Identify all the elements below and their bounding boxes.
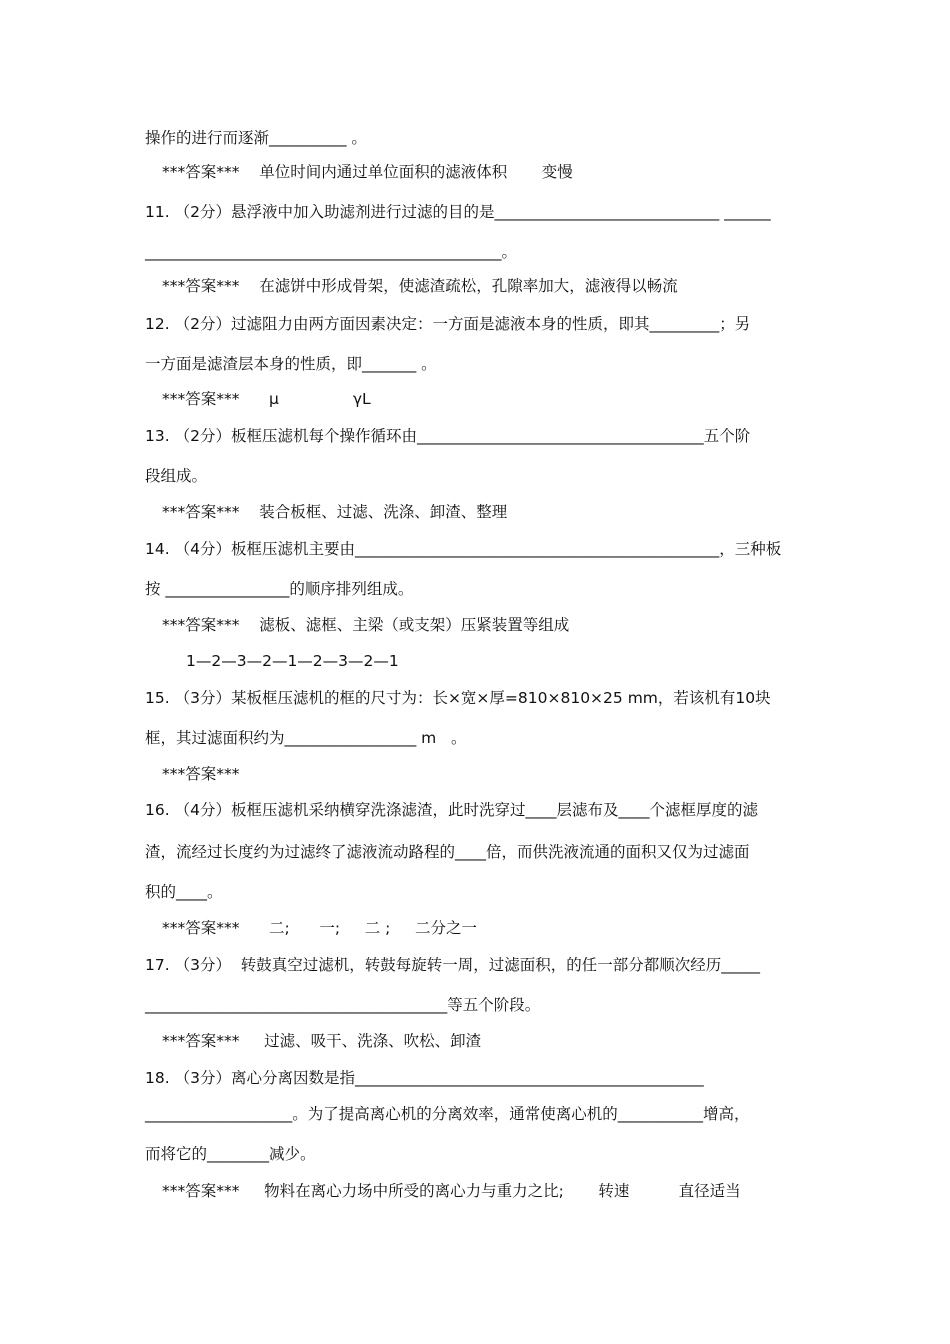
question-14: 14. （4分）板框压滤机主要由_______________________________________________，三种板 [145, 540, 782, 558]
question-16-continuation: 渣，流经过长度约为过滤终了滤液流动路程的____倍，而供洗液流通的面积又仅为过滤面 [145, 843, 750, 861]
question-18-end: 而将它的________减少。 [145, 1145, 316, 1163]
question-16-end: 积的____。 [145, 883, 223, 901]
question-13-continuation: 段组成。 [145, 467, 208, 485]
question-15: 15. （3分）某板框压滤机的框的尺寸为：长×宽×厚=810×810×25 mm，若该机有10块 [145, 689, 771, 707]
question-11: 11. （2分）悬浮液中加入助滤剂进行过滤的目的是_____________________________ ______ [145, 203, 771, 221]
answer-14-sequence: 1—2—3—2—1—2—3—2—1 [186, 652, 399, 670]
question-12-continuation: 一方面是滤渣层本身的性质，即_______ 。 [145, 355, 437, 373]
question-11-continuation: ______________________________________________。 [145, 243, 518, 261]
question-16: 16. （4分）板框压滤机采纳横穿洗涤滤渣，此时洗穿过____层滤布及____个滤框厚度的滤 [145, 801, 758, 819]
answer-11: ***答案*** 在滤饼中形成骨架，使滤渣疏松，孔隙率加大，滤液得以畅流 [162, 277, 678, 295]
question-14-continuation: 按 ________________的顺序排列组成。 [145, 580, 414, 598]
answer-14: ***答案*** 滤板、滤框、主梁（或支架）压紧装置等组成 [162, 616, 570, 634]
question-10-continuation: 操作的进行而逐渐__________ 。 [145, 129, 367, 147]
question-15-continuation: 框，其过滤面积约为_________________ m 。 [145, 729, 467, 747]
answer-18: ***答案*** 物料在离心力场中所受的离心力与重力之比; 转速 直径适当 [162, 1182, 741, 1200]
question-17-continuation: _______________________________________等五个阶段。 [145, 996, 541, 1014]
answer-10: ***答案*** 单位时间内通过单位面积的滤液体积 变慢 [162, 163, 573, 181]
question-18-continuation: ___________________。为了提高离心机的分离效率，通常使离心机的___________增高， [145, 1105, 750, 1123]
question-12: 12. （2分）过滤阻力由两方面因素决定：一方面是滤液本身的性质，即其_________；另 [145, 315, 751, 333]
answer-16: ***答案*** 二; 一; 二 ; 二分之一 [162, 919, 477, 937]
question-17: 17. （3分） 转鼓真空过滤机，转鼓每旋转一周，过滤面积，的任一部分都顺次经历_____ [145, 956, 761, 974]
answer-13: ***答案*** 装合板框、过滤、洗涤、卸渣、整理 [162, 503, 508, 521]
answer-17: ***答案*** 过滤、吸干、洗涤、吹松、卸渣 [162, 1032, 482, 1050]
answer-15: ***答案*** [162, 765, 240, 783]
answer-12: ***答案*** μ γL [162, 390, 371, 408]
question-13: 13. （2分）板框压滤机每个操作循环由_____________________________________五个阶 [145, 427, 751, 445]
question-18: 18. （3分）离心分离因数是指_____________________________________________ [145, 1069, 704, 1087]
